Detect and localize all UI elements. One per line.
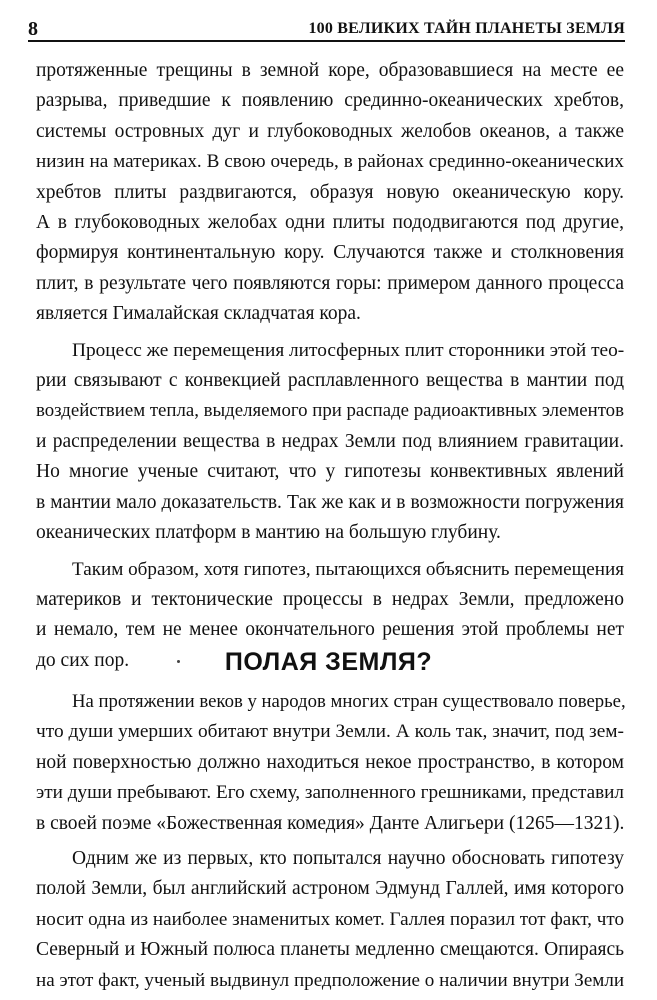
text-line: плит, в результате чего появляются горы: примером данного процесса [36,272,624,294]
text-line: Одним же из первых, кто попытался научно обосновать гипотезу [72,848,624,870]
text-line: хребтов плиты раздвигаются, образуя новую океаническую кору. [36,181,624,203]
text-line: ной поверхностью должно находиться некое пространство, в котором [36,751,624,773]
text-line: разрыва, приведшие к появлению срединно-океанических хребтов, [36,90,624,112]
text-line: формируя континентальную кору. Случаются также и столкновения [36,242,624,264]
text-line: в своей поэме «Божественная комедия» Данте Алигьери (1265—1321). [36,812,625,834]
page-number: 8 [28,18,38,40]
text-line: является Гималайская складчатая кора. [36,303,361,325]
paragraph-1 [36,56,624,330]
paragraph-5 [36,844,624,996]
text-line: полой Земли, был английский астроном Эдмунд Галлей, имя которого [36,878,624,900]
text-line: рии связывают с конвекцией расплавленного вещества в мантии под [36,370,624,392]
text-line: протяженные трещины в земной коре, образовавшиеся на месте ее [36,60,624,81]
text-line: эти души пребывают. Его схему, заполненного грешниками, представил [36,782,624,804]
text-line: до сих пор. [36,649,130,671]
text-line: на этот факт, ученый выдвинул предположение о наличии внутри Земли [36,969,625,991]
text-line: что души умерших обитают внутри Земли. А коль так, значит, под зем- [36,721,624,743]
text-line: и немало, тем не менее окончательного решения этой проблемы нет [36,619,624,641]
section-2-body [36,687,624,996]
page-header [28,14,625,42]
text-line: Таким образом, хотя гипотез, пытающихся объяснить перемещения [72,558,625,580]
section-heading: ПОЛАЯ ЗЕМЛЯ? [224,648,433,676]
text-line: Процесс же перемещения литосферных плит сторонники этой тео- [72,339,625,361]
paragraph-4 [36,687,624,839]
text-line: Северный и Южный полюса планеты медленно смещаются. Опираясь [36,939,624,961]
text-line: Но многие ученые считают, что у гипотезы конвективных явлений [36,461,624,483]
text-line: океанических платформ в мантию на большую глубину. [36,522,501,544]
text-line: воздействием тепла, выделяемого при распаде радиоактивных элементов [36,400,624,422]
text-line: и распределении вещества в недрах Земли под влиянием гравитации. [36,430,624,452]
text-line: А в глубоководных желобах одни плиты пододвигаются под другие, [36,212,624,234]
text-line: материков и тектонические процессы в недрах Земли, предложено [36,588,624,610]
text-line: в мантии мало доказательств. Так же как и в возможности погружения [36,491,624,513]
text-line: носит одна из наиболее знаменитых комет. Галлея поразил тот факт, что [36,908,624,930]
section-1-body [36,56,624,676]
running-title: 100 ВЕЛИКИХ ТАЙН ПЛАНЕТЫ ЗЕМЛЯ [308,20,625,37]
text-line: На протяжении веков у народов многих стран существовало поверье, [72,691,626,712]
text-line: системы островных дуг и глубоководных желобов океанов, а также [36,120,624,142]
paragraph-2 [36,336,624,549]
text-line: низин на материках. В свою очередь, в районах срединно-океанических [36,151,624,173]
